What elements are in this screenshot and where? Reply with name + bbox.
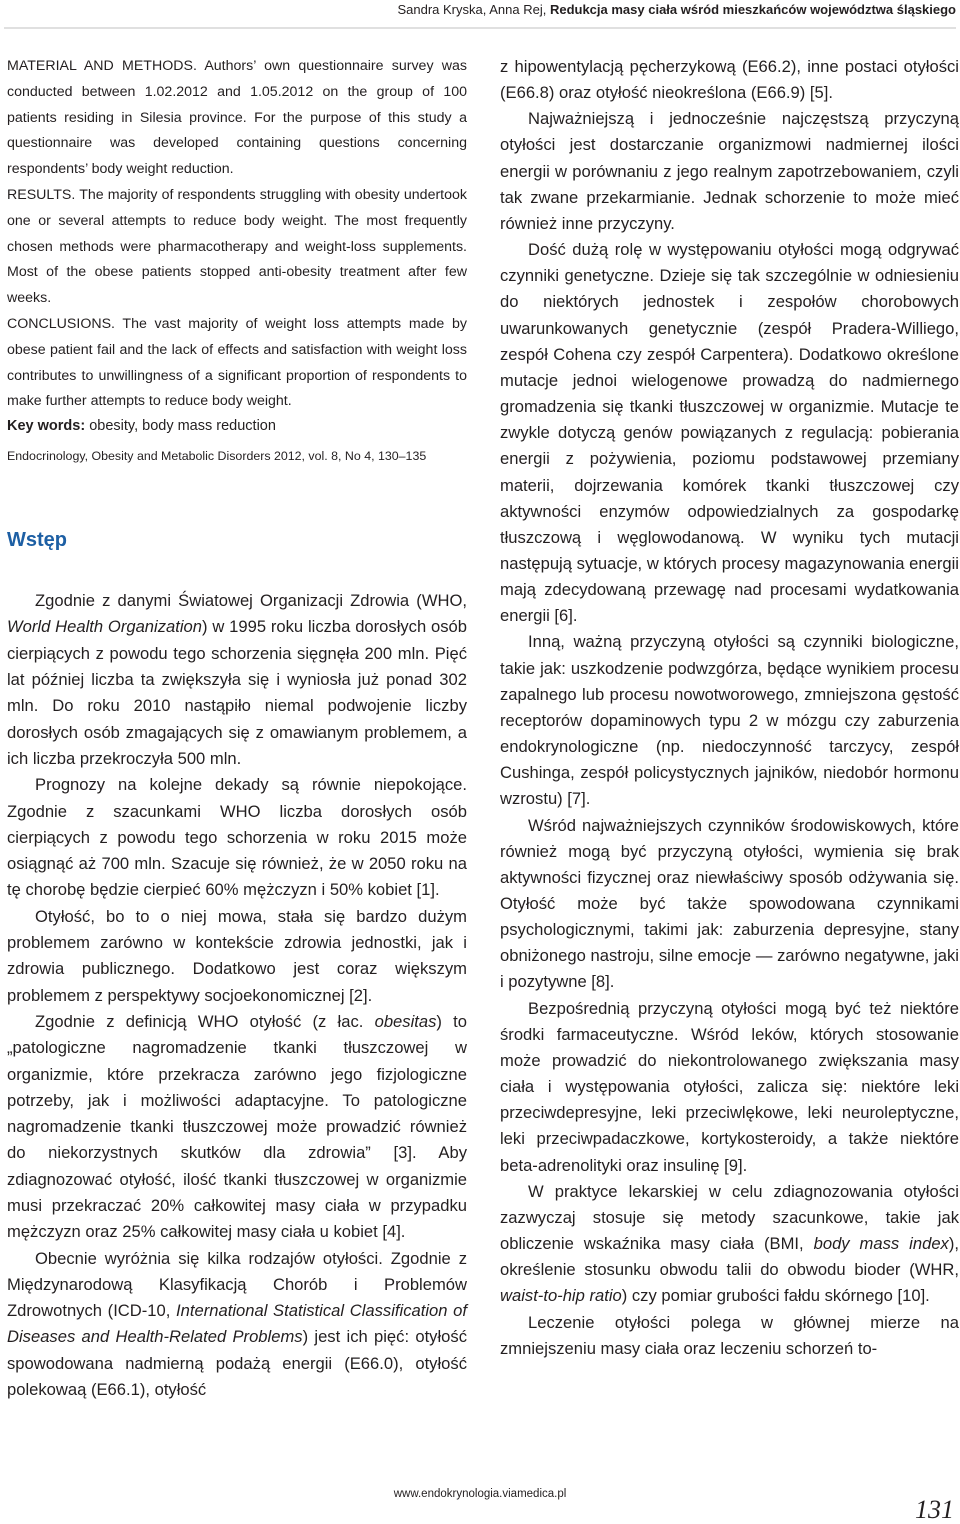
paragraph: Dość dużą rolę w występowaniu otyłości mogą odgrywać czynniki genetyczne. Dzieje się tak szczególnie w odniesieniu do niektórych jednostek i zespołów chorobowych uwarunkowanych genetycznie (zespół Pradera-Williego, zespół Cohena czy zespół Carpentera). Dodatkowo określone mutacje jednoi wielogenowe prowadzą do nadmiernego gromadzenia się tkanki tłuszczowej w organizmie. Mutacje te zwykle dotyczą genów powiązanych z regulacją: pobierania energii z pożywienia, poziomu podstawowej przemiany materii, dojrzewania komórek tkanki tłuszczowej czy aktywności enzymów odpowiedzialnych za gospodarkę tłuszczową i węglowodanową. W wyniku tych mutacji następują sytuacje, w których procesy magazynowania energii mają zdecydowaną przewagę nad procesami wydatkowania energii [6].: [500, 240, 959, 626]
keywords-list: obesity, body mass reduction: [85, 418, 276, 435]
left-column: [7, 54, 467, 1403]
header-rule: [4, 27, 956, 29]
section-heading: Wstęp: [7, 529, 67, 552]
english-abstract: [7, 54, 467, 415]
paragraph: Inną, ważną przyczyną otyłości są czynniki biologiczne, takie jak: uszkodzenie podwzgórza, będące wynikiem procesu zapalnego lub procesu nowotworowego, zmniejszona gęstość receptorów dopaminowych typu 2 w mózgu czy zaburzenia endokrynologiczne (np. niedoczynność tarczycy, zespół Cushinga, zespół policystycznych jajników, niedobór hormonu wzrostu) [7].: [500, 632, 959, 809]
keywords-label: Key words:: [7, 418, 86, 435]
paragraph: Najważniejszą i jednocześnie najczęstszą przyczyną otyłości jest dostarczanie organizmowi nadmiernej ilości energii w porównaniu z jego realnym zapotrzebowaniem, czyli tak zwane przekarmianie. Jednak schorzenie to może mieć również inne przyczyny.: [500, 109, 959, 233]
right-column: [500, 54, 959, 1362]
paragraph: Wśród najważniejszych czynników środowiskowych, które również mogą być przyczyną otyłości, wymienia się brak aktywności fizycznej oraz niewłaściwy sposób odżywania się. Otyłość może być także spowodowana czynnikami psychologicznymi, takimi jak: zaburzenia depresyjne, stany obniżonego nastroju, silne emocje — zarówno negatywne, jaki i pozytywne [8].: [500, 815, 959, 992]
page-number: 131: [915, 1495, 954, 1524]
running-head: [0, 0, 960, 20]
paragraph: Prognozy na kolejne dekady są równie niepokojące. Zgodnie z szacunkami WHO liczba dorosłych osób cierpiących z powodu tego schorzenia w roku 2015 może osiągnąć aż 700 mln. Szacuje się również, że w 2050 roku na tę chorobę będzie cierpieć 60% mężczyzn i 50% kobiet [1].: [7, 775, 467, 900]
abstract-results: RESULTS. The majority of respondents struggling with obesity undertook one or several attempts to reduce body weight. The most frequently chosen methods were pharmacotherapy and weight-loss supplements. Most of the obese patients stopped anti-obesity treatment after few weeks.: [7, 186, 467, 307]
paragraph: Leczenie otyłości polega w głównej mierze na zmniejszeniu masy ciała oraz leczeniu schorzeń to-: [500, 1312, 959, 1358]
paragraph: W praktyce lekarskiej w celu zdiagnozowania otyłości zazwyczaj stosuje się metody szacunkowe, takie jak obliczenie wskaźnika masy ciała (BMI, body mass index), określenie stosunku obwodu talii do obwodu bioder (WHR, waist-to-hip ratio) czy pomiar grubości fałdu skórnego [10].: [500, 1181, 959, 1306]
paragraph: Otyłość, bo to o niej mowa, stała się bardzo dużym problemem zarówno w kontekście zdrowia jednostki, jak i zdrowia publicznego. Dodatkowo jest coraz większym problemem z perspektywy socjoekonomicznej [2].: [7, 906, 467, 1005]
paragraph: Zgodnie z definicją WHO otyłość (z łac. obesitas) to „patologiczne nagromadzenie tkanki tłuszczowej w organizmie, które przekracza zarówno jego fizjologiczne potrzeby, jak i możliwości adaptacyjne. To patologiczne nagromadzenie tkanki tłuszczowej może prowadzić również do niekorzystnych skutków dla zdrowia” [3]. Aby zdiagnozować otyłość, ilość tkanki tłuszczowej w organizmie musi przekraczać 20% całkowitej masy ciała w przypadku mężczyzn oraz 25% całkowitej masy ciała u kobiet [4].: [7, 1011, 467, 1242]
paragraph: Zgodnie z danymi Światowej Organizacji Zdrowia (WHO, World Health Organization) w 1995 roku liczba dorosłych osób cierpiących z powodu tego schorzenia sięgnęła 200 mln. Pięć lat później liczba ta zwiększyła się i wyniosła już ponad 302 mln. Do roku 2010 nastąpiło niemal podwojenie liczby dorosłych osób zmagających się z omawianym problemem, a ich liczba przekroczyła 500 mln.: [7, 591, 468, 768]
right-body-text: [500, 54, 959, 1362]
paragraph: Obecnie wyróżnia się kilka rodzajów otyłości. Zgodnie z Międzynarodową Klasyfikacją Chorób i Problemów Zdrowotnych (ICD-10, International Statistical Classification of Diseases and Health-Related Problems) jest ich pięć: otyłość spowodowana nadmierną podażą energii (E66.0), otyłość polekowaą (E66.1), otyłość: [7, 1248, 467, 1400]
running-head-authors: Sandra Kryska, Anna Rej,: [397, 2, 550, 17]
running-head-title: Redukcja masy ciała wśród mieszkańców województwa śląskiego: [549, 2, 956, 17]
abstract-methods: MATERIAL AND METHODS. Authors’ own questionnaire survey was conducted between 1.02.2012 and 1.05.2012 on the group of 100 patients residing in Silesia province. For the purpose of this study a questionnaire was developed containing questions concerning respondents’ body weight reduction.: [7, 58, 467, 178]
keywords: [7, 415, 467, 438]
paragraph: Bezpośrednią przyczyną otyłości mogą być też niektóre środki farmaceutyczne. Wśród leków, których stosowanie może prowadzić do niekontrolowanego zwiększania masy ciała i występowania otyłości, zalicza się: niektóre leki przeciwdepresyjne, leki przeciwlękowe, leki neuroleptyczne, leki przeciwpadaczkowe, kortykosteroidy, a także niektóre beta-adrenolityki oraz insulinę [9].: [500, 998, 959, 1175]
footer-url: www.endokrynologia.viamedica.pl: [393, 1488, 567, 1500]
paragraph: z hipowentylacją pęcherzykową (E66.2), inne postaci otyłości (E66.8) oraz otyłość nieokreślona (E66.9) [5].: [500, 57, 959, 103]
left-body-text: [7, 588, 467, 1403]
journal-citation: Endocrinology, Obesity and Metabolic Disorders 2012, vol. 8, No 4, 130–135: [7, 449, 427, 464]
abstract-conclusions: CONCLUSIONS. The vast majority of weight loss attempts made by obese patient fail and the lack of effects and satisfaction with weight loss contributes to unwillingness of a significant proportion of respondents to make further attempts to reduce body weight.: [7, 315, 467, 410]
